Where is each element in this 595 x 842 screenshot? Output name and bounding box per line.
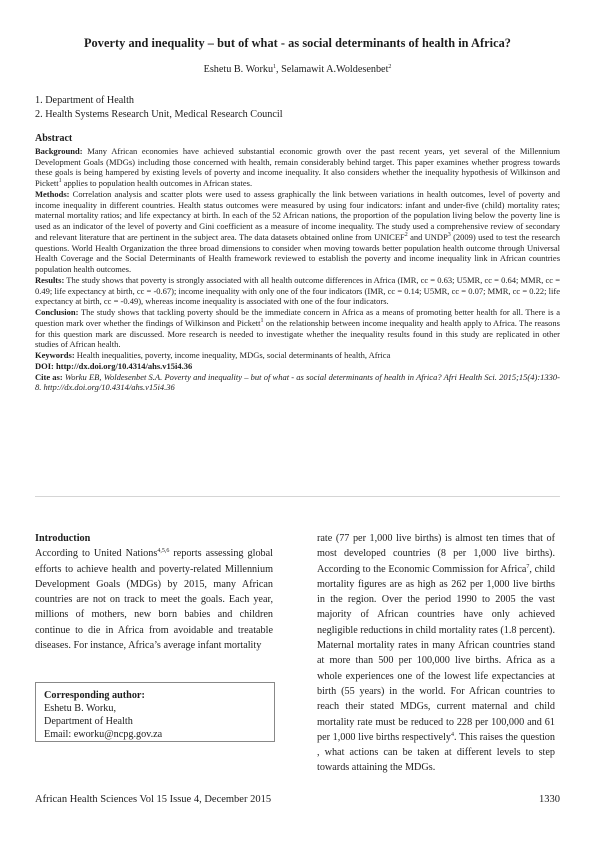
author-name: Eshetu B. Worku	[203, 64, 274, 75]
intro-text: reports assessing global efforts to achieve health and poverty-related Millennium Development Goals (MDGs) by 2015, many African countries are not on track to meet the goals. Each year, millions of mothers, new born babies and children continue to die in Africa from avoidable and treatable diseases. For instance, Africa’s average infant mortality	[35, 548, 273, 652]
affiliation-item: 1. Department of Health	[35, 95, 135, 106]
methods-text: and UNDP	[407, 231, 448, 242]
background-text: Many African economies have achieved substantial economic growth over the past recent years, yet several of the Millennium Development Goals (MDGs) including those concerned with health, remain considerably behind target. This paper examines whether progress towards these goals is being hampered by existing levels of poverty and income inequality. It also considers whether the inequality hypothesis of Wilkinson and Pickett	[35, 145, 560, 188]
cite-label: Cite as:	[35, 371, 63, 382]
methods-text: (2009) used to test the research questions. World Health Organization the three broad dimensions to consider when moving towards better population health outcome through Universal Health Coverage and the Social Determinants of Health framework reviewed to establish the poverty and income inequality link in African countries population health outcomes.	[35, 231, 560, 274]
methods-text: Correlation analysis and scatter plots were used to assess graphically the link between variations in health outcomes, level of poverty and income inequality in different countries. Health status outcomes were measured by using four indicators: infant and under-five (child) mortality rates; maternal mortality ratios; and life expectancy at birth. In each of the 52 African nations, the proportion of the population living below the poverty line is used as an indicator of the level of poverty and Gini coefficient as a measure of income inequality. The study used a comprehensive review of secondary and relevant literature that are pertinent in the subject area. The data datasets obtained online from UNICEF	[35, 188, 560, 242]
corresponding-author-box	[35, 682, 275, 742]
corresponding-dept: Department of Health	[44, 716, 133, 727]
ref-sup: 4	[451, 731, 454, 738]
author-line	[40, 64, 555, 75]
abstract-cite	[35, 372, 560, 394]
abstract	[35, 134, 560, 393]
abstract-methods	[35, 189, 560, 275]
background-label: Background:	[35, 145, 83, 156]
footer-journal: African Health Sciences Vol 15 Issue 4, December 2015	[35, 794, 272, 805]
results-text: The study shows that poverty is strongly associated with all health outcome differences in Africa (IMR, cc = 0.63; U5MR, cc = 0.64; MMR, cc = 0.49; life expectancy at birth, cc = -0.67); income inequality with only one of the four indicators (IMR, cc = 0.14; U5MR, cc = 0.07; MMR, cc = 0.22; life expectancy at birth, cc = -0.49), whereas income inequality is associated with one of the four indicators.	[35, 274, 560, 307]
introduction-heading: Introduction	[35, 533, 91, 544]
ref-sup: 3	[447, 231, 451, 238]
doi-link[interactable]: DOI: http://dx.doi.org/10.4314/ahs.v15i4.36	[35, 360, 193, 371]
abstract-heading: Abstract	[35, 133, 73, 144]
keywords-label: Keywords:	[35, 350, 75, 360]
body-paragraph	[317, 531, 555, 776]
author-separator: ,	[276, 64, 282, 75]
author-affil-sup: 1	[273, 64, 277, 70]
corresponding-heading: Corresponding author:	[44, 690, 145, 701]
left-column	[35, 531, 273, 653]
corresponding-email[interactable]: Email: eworku@ncpg.gov.za	[44, 729, 163, 740]
ref-sup: 2	[404, 231, 408, 238]
ref-sup: 1	[260, 317, 264, 324]
footer-page-number: 1330	[539, 794, 560, 805]
right-column	[317, 531, 555, 776]
body-text: rate (77 per 1,000 live births) is almost ten times that of most developed countries (8 per 1,000 live births). According to the Economic Commission for Africa	[317, 533, 555, 575]
article-title: Poverty and inequality – but of what - as social determinants of health in Africa?	[84, 36, 511, 50]
results-label: Results:	[35, 274, 65, 285]
background-text: applies to population health outcomes in African states.	[61, 178, 253, 188]
intro-text: According to United Nations	[35, 548, 158, 560]
abstract-doi[interactable]	[35, 361, 560, 372]
abstract-keywords	[35, 350, 560, 361]
affiliation-item: 2. Health Systems Research Unit, Medical Research Council	[35, 109, 283, 120]
methods-label: Methods:	[35, 188, 70, 199]
keywords-text: Health inequalities, poverty, income inequality, MDGs, social determinants of health, Africa	[74, 350, 391, 360]
body-text: . This raises the question , what actions can be taken at different levels to step towards attaining the MDGs.	[317, 731, 555, 774]
author-affil-sup: 2	[388, 64, 392, 70]
introduction-paragraph	[35, 546, 273, 653]
abstract-background	[35, 146, 560, 189]
ref-sup: 1	[58, 178, 62, 184]
corresponding-name: Eshetu B. Worku,	[44, 703, 116, 714]
body-text: , child mortality figures are as high as 262 per 1,000 live births in the region. Over the period 1990 to 2005 the vast majority of African countries have only achieved negligible reductions in child mortality rates (1.8 percent). Maternal mortality rates in many African countries stand at more than 500 per 100,000 live births. Africa as a whole experiences one of the lowest life expectancies at birth (55 years) in the world. For African countries to reach their stated MDGs, current maternal and child mortality rate must be reduced to 228 per 100,000 and 61 per 1,000 live births respectively	[317, 563, 555, 743]
ref-sup: 4,5,6	[157, 548, 170, 555]
affiliations	[35, 94, 283, 122]
abstract-conclusion	[35, 307, 560, 350]
author-name: Selamawit A.Woldesenbet	[281, 64, 389, 75]
conclusion-label: Conclusion:	[35, 307, 79, 317]
conclusion-text: on the relationship between income inequality and health apply to Africa. The reasons for this question mark are discussed. More research is needed to investigate whether the inequality results found in this study are replicated in other studies of African health.	[35, 317, 560, 350]
conclusion-text: The study shows that tackling poverty should be the immediate concern in Africa as a means of promoting better health for all. There is a question mark over whether the findings of Wilkinson and Pickett	[35, 307, 560, 328]
section-divider	[35, 496, 560, 498]
ref-sup: 7	[526, 563, 530, 570]
cite-text: Worku EB, Woldesenbet S.A. Poverty and inequality – but of what - as social determinants of health in Africa? Afri Health Sci. 2015;15(4):1330-8. http://dx.doi.org/10.4314/ahs.v15i4.36	[35, 371, 560, 393]
abstract-results	[35, 275, 560, 307]
